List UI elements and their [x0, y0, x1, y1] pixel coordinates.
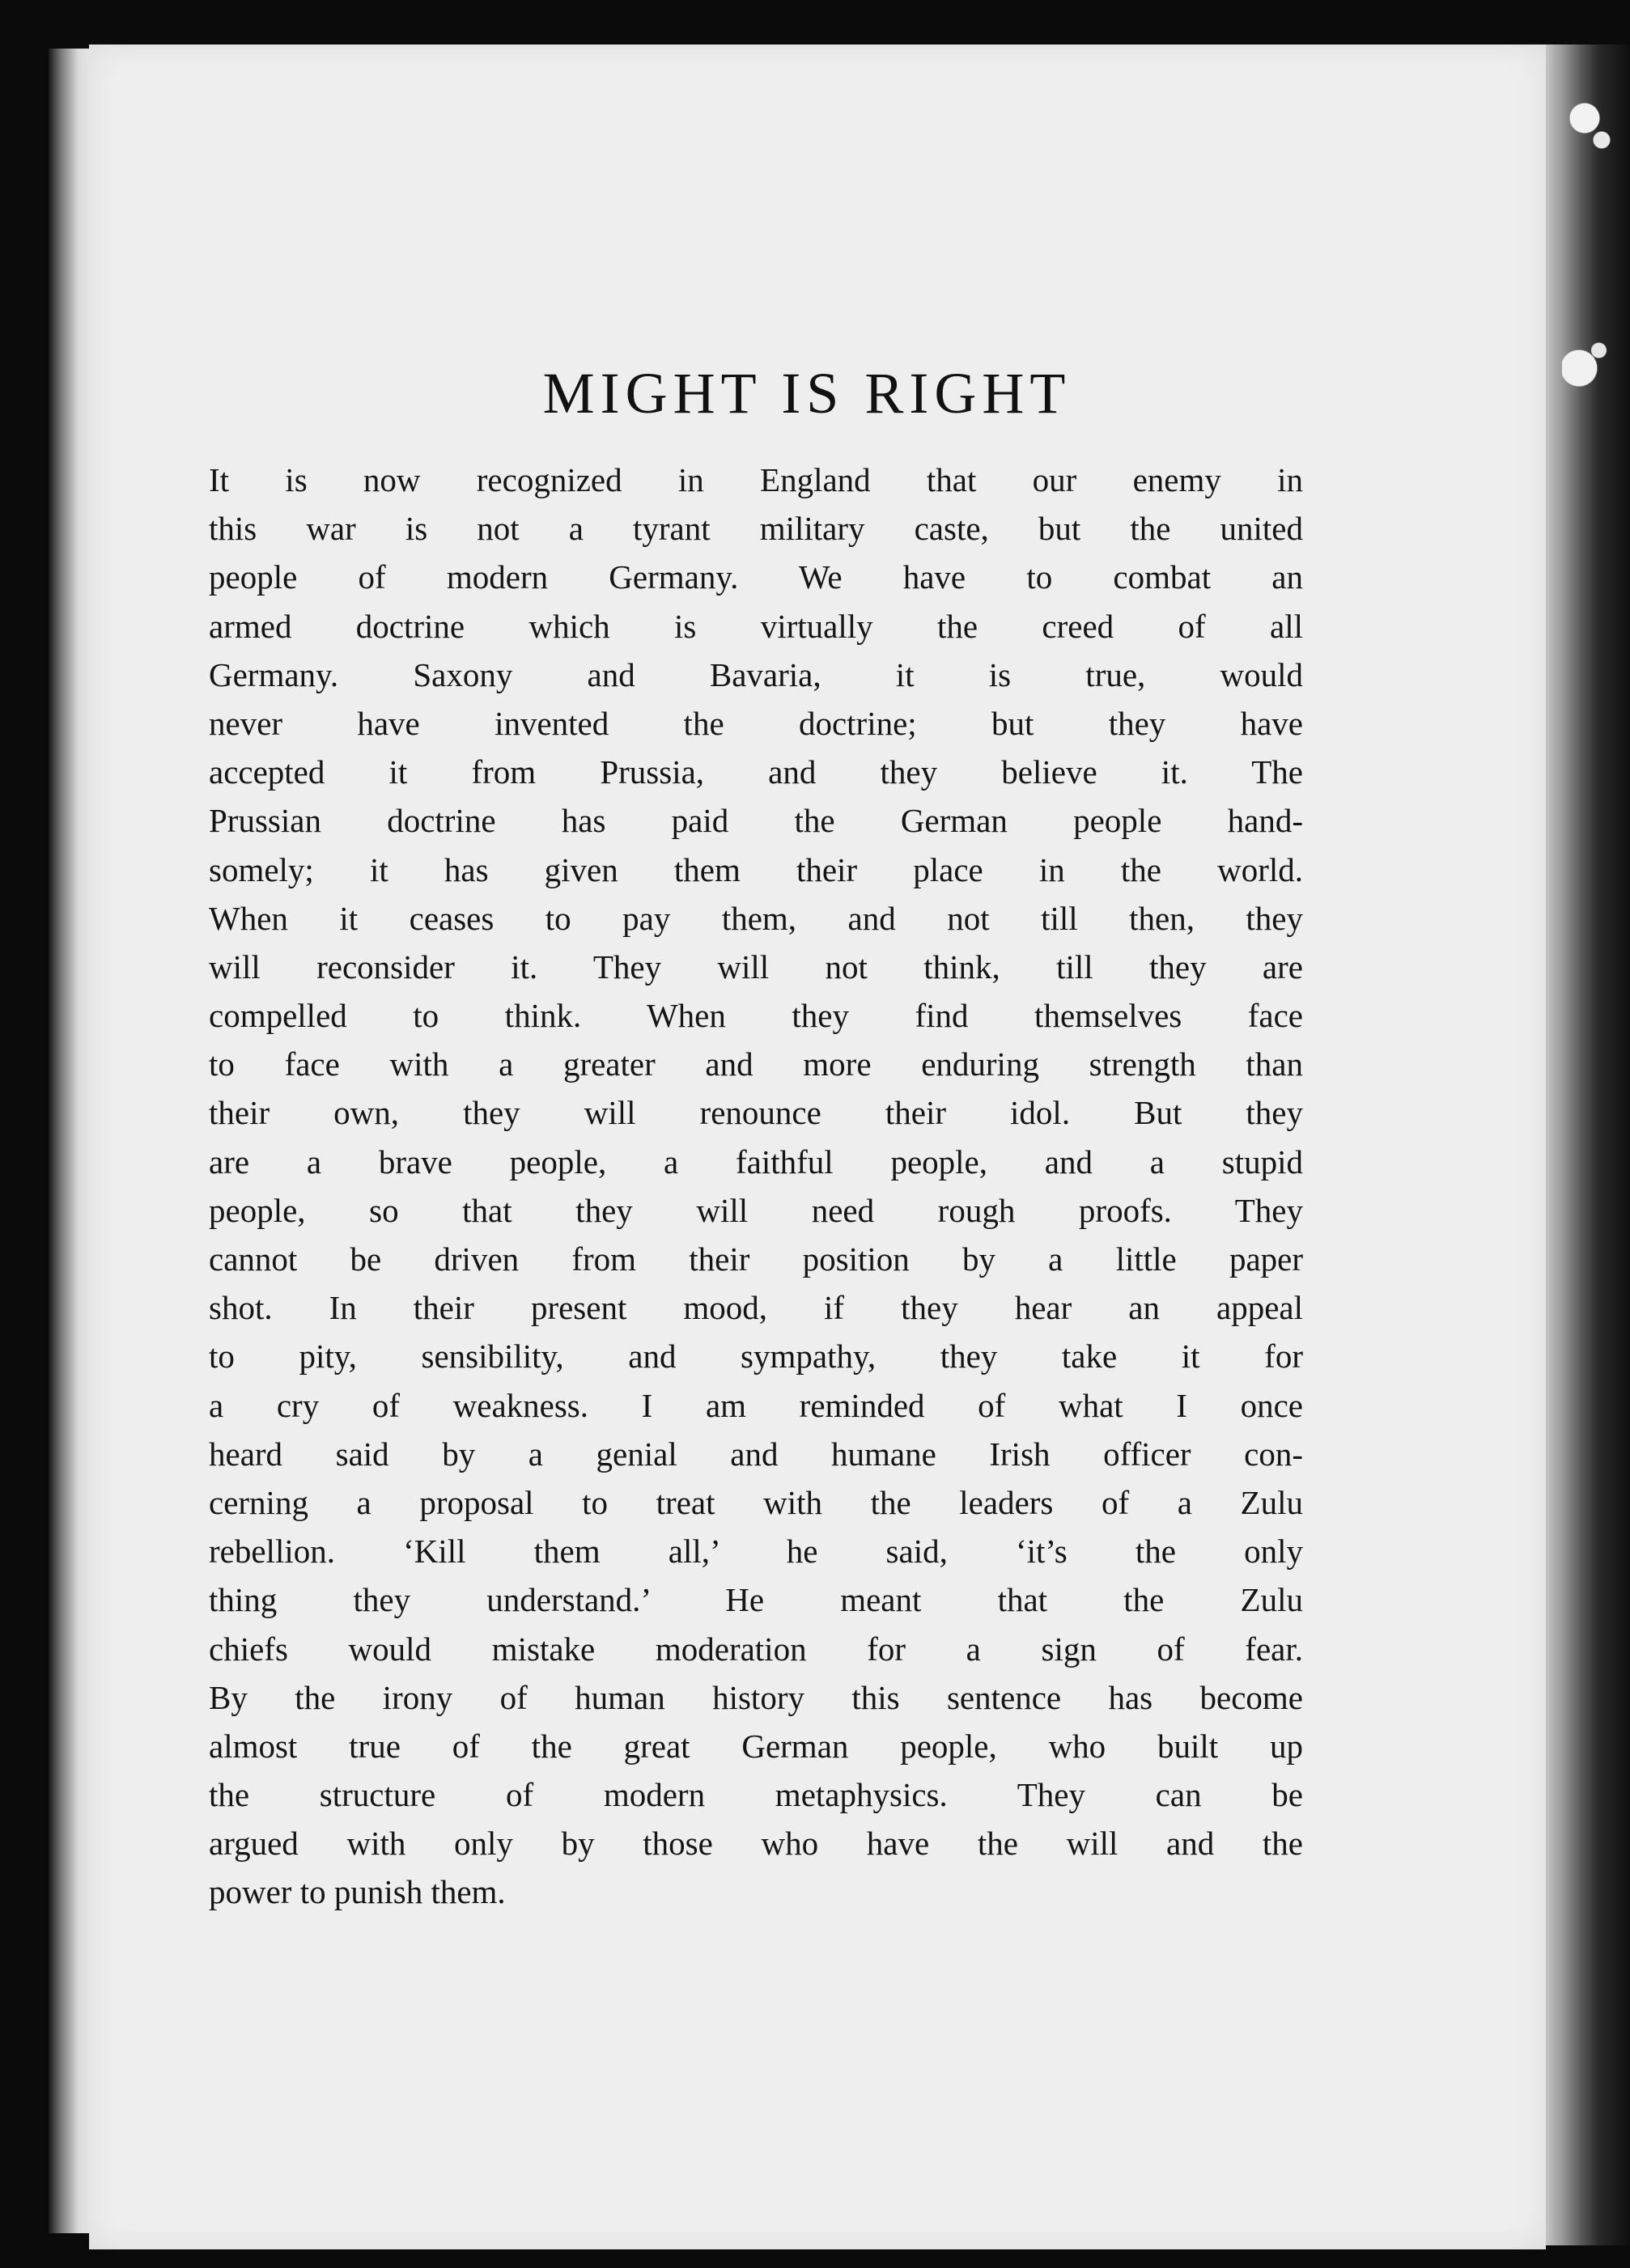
text-line: armed doctrine which is virtually the creed of all: [209, 607, 1303, 645]
text-line: are a brave people, a faithful people, and a stupid: [209, 1142, 1303, 1181]
text-line: Prussian doctrine has paid the German people hand-: [209, 802, 1303, 840]
text-line: people, so that they will need rough proofs. They: [209, 1191, 1303, 1229]
book-page: [89, 45, 1546, 2249]
binding-speck: [1562, 324, 1619, 413]
text-line: power to punish them.: [209, 1873, 506, 1911]
left-page-edge: [49, 49, 91, 2233]
text-line: cerning a proposal to treat with the leaders of a Zulu: [209, 1483, 1303, 1521]
text-line: somely; it has given them their place in the world.: [209, 850, 1303, 888]
text-line: people of modern Germany. We have to combat an: [209, 558, 1303, 596]
text-line: compelled to think. When they find themselves face: [209, 997, 1303, 1035]
text-line: shot. In their present mood, if they hear an appeal: [209, 1289, 1303, 1327]
body-paragraph: [209, 456, 1303, 1917]
text-line: thing they understand.’ He meant that the Zulu: [209, 1581, 1303, 1619]
text-line: will reconsider it. They will not think, till they are: [209, 947, 1303, 986]
text-line: a cry of weakness. I am reminded of what I once: [209, 1386, 1303, 1424]
chapter-title: MIGHT IS RIGHT: [542, 361, 1072, 426]
text-line: their own, they will renounce their idol. But they: [209, 1094, 1303, 1132]
text-line: Germany. Saxony and Bavaria, it is true, would: [209, 655, 1303, 693]
text-line: By the irony of human history this sentence has become: [209, 1678, 1303, 1716]
text-line: cannot be driven from their position by a little paper: [209, 1240, 1303, 1278]
text-line: When it ceases to pay them, and not till then, they: [209, 899, 1303, 937]
text-line: to face with a greater and more enduring strength than: [209, 1045, 1303, 1083]
text-line: almost true of the great German people, who built up: [209, 1727, 1303, 1765]
text-line: chiefs would mistake moderation for a sign of fear.: [209, 1630, 1303, 1668]
text-line: heard said by a genial and humane Irish officer con-: [209, 1435, 1303, 1473]
text-line: this war is not a tyrant military caste, but the united: [209, 510, 1303, 548]
text-line: accepted it from Prussia, and they believe it. The: [209, 753, 1303, 791]
text-line: rebellion. ‘Kill them all,’ he said, ‘it’s the only: [209, 1532, 1303, 1571]
text-line: the structure of modern metaphysics. They can be: [209, 1776, 1303, 1814]
text-line: to pity, sensibility, and sympathy, they take it for: [209, 1337, 1303, 1376]
text-line: argued with only by those who have the will and the: [209, 1825, 1303, 1863]
text-line: It is now recognized in England that our enemy in: [209, 461, 1303, 498]
text-line: never have invented the doctrine; but they have: [209, 704, 1303, 742]
binding-speck: [1562, 89, 1619, 162]
